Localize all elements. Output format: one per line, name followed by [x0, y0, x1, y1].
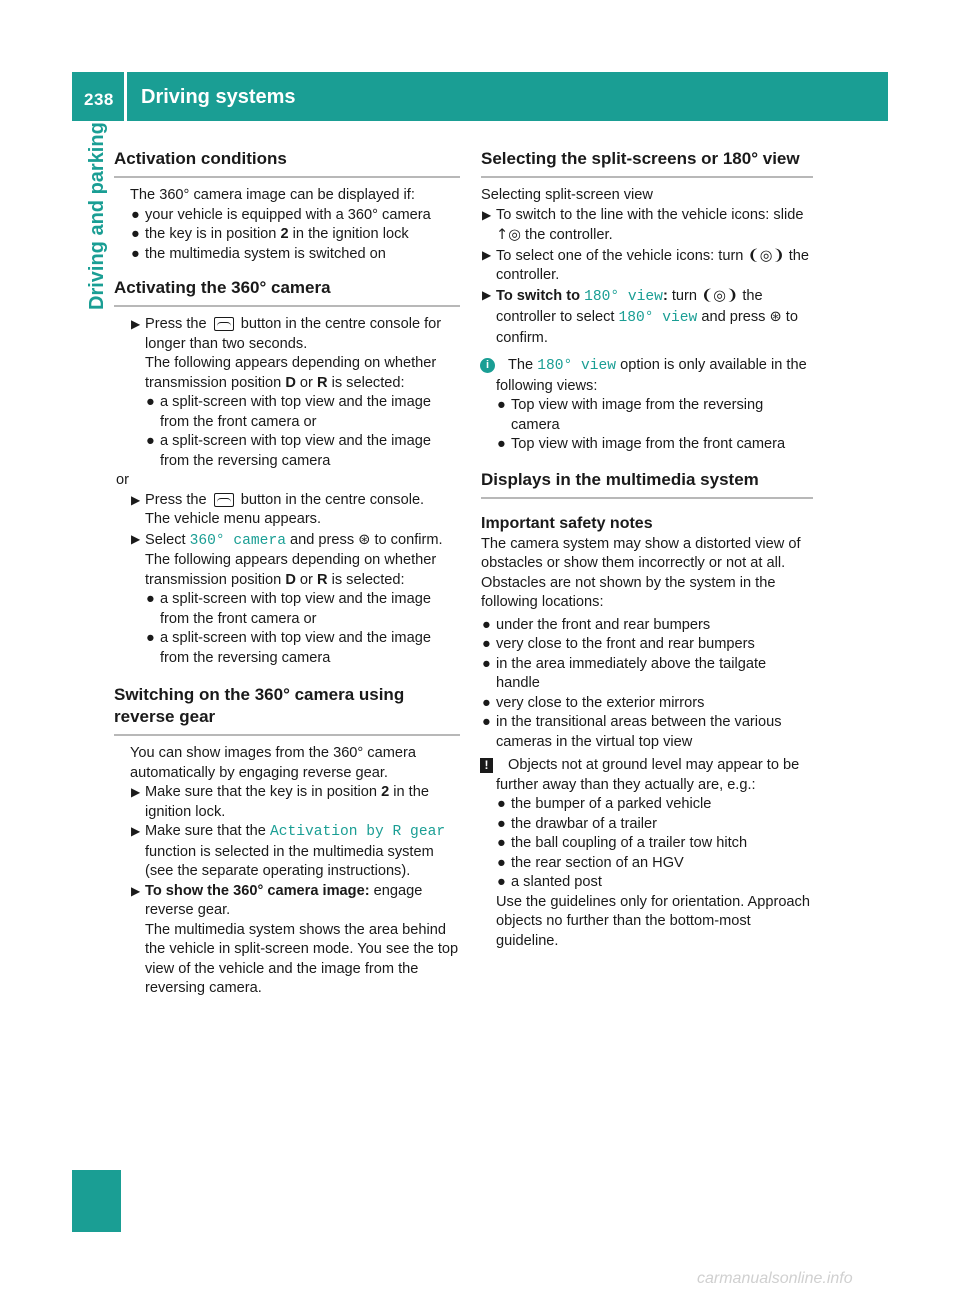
section-tab-label: Driving and parking — [86, 122, 108, 310]
bullet-dot-icon: ● — [497, 397, 506, 413]
paragraph: Selecting split-screen view — [481, 187, 653, 203]
controller-turn-icon: ❨◎❩ — [701, 286, 739, 304]
menu-item-360-camera: 360° camera — [189, 532, 286, 549]
info-note: i The 180° view option is only available in the following views: ● Top view with image from the reversing camera ● Top view with image from the front camera — [481, 356, 813, 455]
step: ▶ Make sure that the Activation by R gear function is selected in the multimedia system (see the separate operating instructions). — [131, 823, 446, 879]
bullet-dot-icon: ● — [497, 874, 506, 890]
list-item: ● under the front and rear bumpers — [481, 616, 813, 636]
vehicle-button-icon — [214, 493, 234, 507]
list-item: ● in the area immediately above the tailgate handle — [482, 655, 767, 691]
menu-item-activation-by-r-gear: Activation by R gear — [269, 824, 446, 840]
list-item: ● Top view with image from the front camera — [496, 435, 813, 455]
step: ▶ Select 360° camera and press ⊛ to confirm. The following appears depending on whether transmission position D or R is selected: ● a split-screen with top view and the image from the front camera or ● a split-screen with top view and the image from the reversing camera — [130, 530, 460, 669]
paragraph: You can show images from the 360° camera automatically by engaging reverse gear. — [130, 745, 416, 781]
heading-displays: Displays in the multimedia system — [481, 469, 813, 499]
page-number: 238 — [84, 90, 114, 109]
section-tab-marker — [72, 1170, 121, 1232]
paragraph: The camera system may show a distorted view of obstacles or show them incorrectly or not at all. Obstacles are not shown by the system in the following locations: — [481, 535, 801, 610]
list-item: ● the key is in position 2 in the ignition lock — [130, 225, 460, 245]
list-item: ● your vehicle is equipped with a 360° camera — [130, 206, 460, 226]
right-column — [481, 148, 813, 951]
arrow-step-icon: ▶ — [482, 247, 492, 262]
page-title: Driving systems — [141, 86, 296, 108]
bullet-dot-icon: ● — [497, 796, 506, 812]
list-item: ● a split-screen with top view and the image from the front camera or — [146, 591, 431, 627]
bullet-dot-icon: ● — [482, 714, 491, 730]
arrow-step-icon: ▶ — [131, 492, 141, 507]
warning-icon: ! — [480, 758, 493, 773]
arrow-step-icon: ▶ — [482, 287, 492, 302]
heading-safety-notes: Important safety notes — [481, 514, 653, 532]
bullet-dot-icon: ● — [131, 245, 140, 262]
controller-slide-icon: ↑◎ — [496, 226, 521, 243]
bullet-dot-icon: ● — [497, 835, 506, 851]
controller-press-icon: ⊛ — [358, 530, 371, 548]
list-item: ● the rear section of an HGV — [496, 854, 813, 874]
heading-activation-conditions: Activation conditions — [114, 148, 460, 178]
list-item: ● the bumper of a parked vehicle — [496, 795, 813, 815]
arrow-step-icon: ▶ — [482, 207, 492, 222]
controller-press-icon: ⊛ — [769, 308, 782, 325]
step: ▶ To select one of the vehicle icons: turn ❨◎❩ the controller. — [482, 246, 810, 283]
bullet-dot-icon: ● — [497, 815, 506, 832]
bullet-dot-icon: ● — [131, 206, 140, 223]
heading-activating-camera: Activating the 360° camera — [114, 277, 460, 307]
heading-split-screens: Selecting the split-screens or 180° view — [481, 148, 813, 178]
list-item: ● in the transitional areas between the various cameras in the virtual top view — [482, 714, 782, 750]
bullet-dot-icon: ● — [482, 694, 491, 711]
list-item: ● Top view with image from the reversing camera — [497, 397, 764, 433]
list-item: ● very close to the exterior mirrors — [481, 694, 813, 714]
controller-turn-icon: ❨◎❩ — [747, 246, 785, 264]
step: ▶ Press the button in the centre console. The vehicle menu appears. — [131, 491, 425, 527]
bullet-dot-icon: ● — [146, 591, 155, 607]
heading-reverse-gear: Switching on the 360° camera using reverse gear — [114, 684, 460, 736]
arrow-step-icon: ▶ — [131, 531, 141, 546]
list-item: ● a split-screen with top view and the image from the reversing camera — [146, 630, 431, 666]
menu-item-180-view: 180° view — [618, 310, 698, 326]
bullet-dot-icon: ● — [482, 616, 491, 633]
list-item: ● the drawbar of a trailer — [496, 815, 813, 835]
bullet-dot-icon: ● — [497, 854, 506, 871]
list-item: ● the multimedia system is switched on — [130, 245, 460, 265]
arrow-step-icon: ▶ — [131, 883, 141, 898]
step: ▶ Make sure that the key is in position 2 in the ignition lock. — [131, 784, 429, 820]
left-column — [114, 148, 460, 999]
list-item: ● very close to the front and rear bumpers — [481, 635, 813, 655]
menu-item-180-view: 180° view — [537, 358, 617, 374]
bullet-dot-icon: ● — [482, 636, 491, 652]
header-divider — [124, 72, 127, 121]
bullet-dot-icon: ● — [482, 655, 491, 672]
arrow-step-icon: ▶ — [131, 317, 141, 331]
arrow-step-icon: ▶ — [131, 824, 141, 838]
list-item: ● a slanted post — [496, 873, 813, 893]
step: ▶ To show the 360° camera image: engage reverse gear. The multimedia system shows the area behind the vehicle in split-screen mode. You see the top view of the vehicle and the image from the reversing camera. — [131, 882, 459, 996]
paragraph: The 360° camera image can be displayed if: — [130, 187, 415, 203]
paragraph: Use the guidelines only for orientation. Approach objects no further than the bottom-most guideline. — [496, 893, 810, 949]
arrow-step-icon: ▶ — [131, 785, 141, 799]
or-text: or — [116, 472, 129, 488]
bullet-dot-icon: ● — [146, 630, 155, 646]
watermark: carmanualsonline.info — [697, 1270, 853, 1287]
menu-item-180-view: 180° view — [584, 288, 663, 305]
list-item: ● a split-screen with top view and the image from the front camera or — [146, 394, 431, 430]
step: ▶ To switch to the line with the vehicle icons: slide ↑◎ the controller. — [482, 206, 804, 243]
vehicle-button-icon — [214, 317, 234, 331]
bullet-dot-icon: ● — [146, 433, 155, 449]
bullet-dot-icon: ● — [497, 436, 506, 452]
bullet-dot-icon: ● — [146, 394, 155, 410]
list-item: ● a split-screen with top view and the image from the reversing camera — [146, 433, 431, 469]
warning-note: ! Objects not at ground level may appear to be further away than they actually are, e.g.: ● the bumper of a parked vehicle ● the drawbar of a trailer ● the ball coupling of a trailer tow hitch ● the rear section of an HGV ● a slanted post Use the guidelines only for orientation. Approach objects no further than the bottom-most guideline. — [481, 756, 813, 951]
list-item: ● the ball coupling of a trailer tow hitch — [496, 834, 813, 854]
info-icon: i — [480, 358, 495, 373]
step: ▶ To switch to 180° view: turn ❨◎❩ the controller to select 180° view and press ⊛ to confirm. — [482, 286, 798, 346]
bullet-dot-icon: ● — [131, 226, 140, 242]
step: ▶ Press the button in the centre console for longer than two seconds. The following appears depending on whether transmission position D or R is selected: ● a split-screen with top view and the image from the front camera or ● a split-screen with top view and the image from the reversing camera — [130, 315, 460, 471]
